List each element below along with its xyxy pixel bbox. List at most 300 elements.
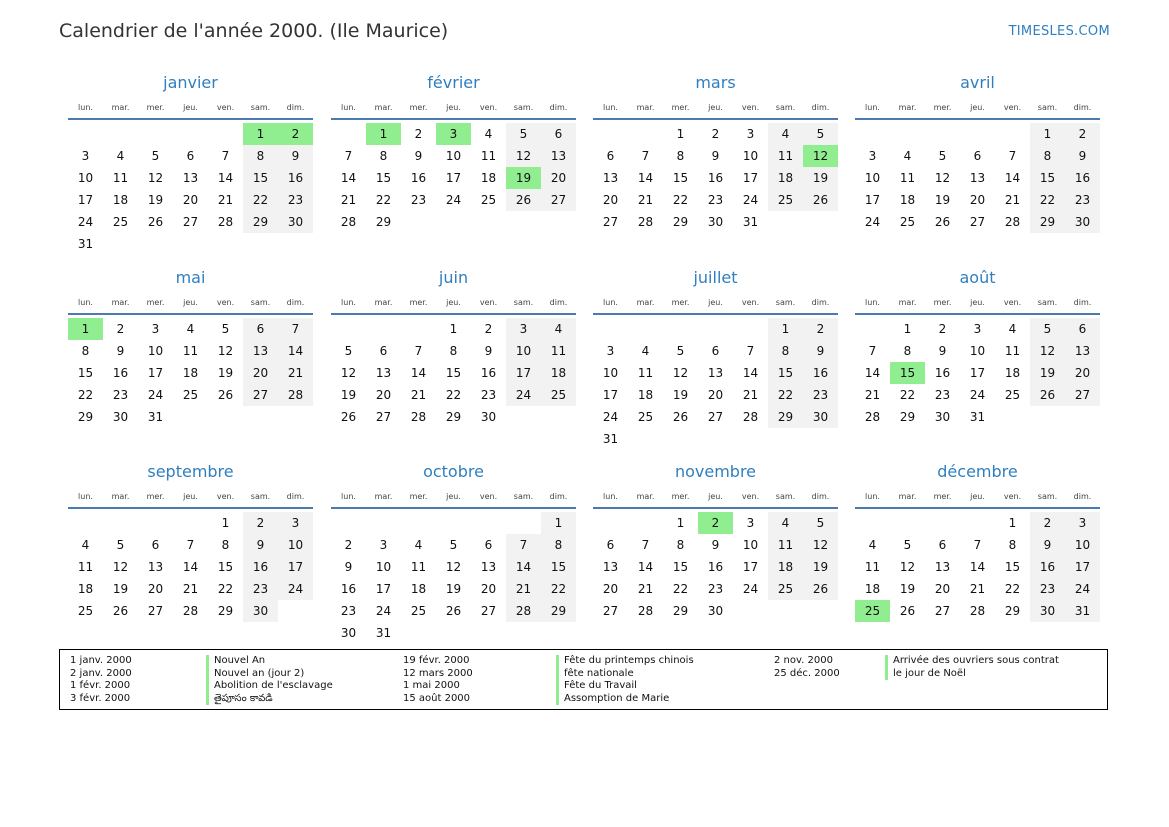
day-cell: 8 bbox=[81, 344, 90, 358]
day-cell: 21 bbox=[637, 193, 654, 207]
day-cell: 21 bbox=[182, 582, 199, 596]
day-cell: 10 bbox=[147, 344, 164, 358]
month-name: octobre bbox=[423, 462, 484, 481]
day-cell: 23 bbox=[707, 193, 724, 207]
day-cell: 27 bbox=[147, 604, 164, 618]
day-cell: 20 bbox=[182, 193, 199, 207]
month-name: mai bbox=[175, 268, 206, 287]
header-divider bbox=[331, 118, 576, 120]
day-cell: 2 bbox=[116, 322, 125, 336]
month-name: juin bbox=[438, 268, 469, 287]
day-cell: 16 bbox=[340, 582, 357, 596]
day-cell: 28 bbox=[742, 410, 759, 424]
day-cell: 13 bbox=[602, 560, 619, 574]
day-cell: 28 bbox=[340, 215, 357, 229]
day-cell: 7 bbox=[973, 538, 982, 552]
day-cell: 30 bbox=[1065, 211, 1100, 233]
day-cell: 11 bbox=[899, 171, 916, 185]
day-grid bbox=[593, 512, 838, 622]
weekday-label: mar. bbox=[636, 492, 655, 501]
day-cell: 27 bbox=[243, 384, 278, 406]
weekday-label: dim. bbox=[811, 492, 830, 501]
month-block bbox=[855, 267, 1100, 428]
legend-date: 25 déc. 2000 bbox=[774, 667, 840, 679]
weekday-label: ven. bbox=[216, 492, 235, 501]
day-cell: 21 bbox=[410, 388, 427, 402]
day-cell: 14 bbox=[410, 366, 427, 380]
day-cell: 29 bbox=[243, 211, 278, 233]
day-cell: 20 bbox=[969, 193, 986, 207]
day-cell: 26 bbox=[1030, 384, 1065, 406]
day-cell: 21 bbox=[864, 388, 881, 402]
weekday-label: lun. bbox=[865, 298, 880, 307]
weekday-label: mer. bbox=[146, 298, 165, 307]
day-cell: 2 bbox=[938, 322, 947, 336]
weekday-label: lun. bbox=[78, 298, 93, 307]
weekday-label: lun. bbox=[865, 103, 880, 112]
day-cell: 17 bbox=[864, 193, 881, 207]
month-name: juillet bbox=[693, 268, 738, 287]
day-grid bbox=[331, 123, 576, 233]
day-cell: 25 bbox=[410, 604, 427, 618]
day-cell: 13 bbox=[969, 171, 986, 185]
month-block bbox=[593, 72, 838, 233]
day-cell: 18 bbox=[182, 366, 199, 380]
day-cell: 5 bbox=[938, 149, 947, 163]
day-cell: 20 bbox=[707, 388, 724, 402]
day-cell: 27 bbox=[707, 410, 724, 424]
day-cell: 18 bbox=[541, 362, 576, 384]
day-cell: 4 bbox=[116, 149, 125, 163]
day-cell: 21 bbox=[340, 193, 357, 207]
day-cell: 19 bbox=[1030, 362, 1065, 384]
weekday-label: lun. bbox=[603, 492, 618, 501]
weekday-label: dim. bbox=[549, 103, 568, 112]
day-cell: 26 bbox=[340, 410, 357, 424]
day-cell: 4 bbox=[768, 512, 803, 534]
day-cell: 13 bbox=[147, 560, 164, 574]
day-cell: 18 bbox=[112, 193, 129, 207]
weekday-label: jeu. bbox=[970, 298, 985, 307]
day-cell: 3 bbox=[1065, 512, 1100, 534]
day-cell: 16 bbox=[707, 171, 724, 185]
day-cell: 9 bbox=[484, 344, 493, 358]
weekday-label: dim. bbox=[286, 298, 305, 307]
legend-dates-col-1 bbox=[70, 655, 132, 705]
weekday-label: lun. bbox=[603, 103, 618, 112]
day-cell: 30 bbox=[243, 600, 278, 622]
day-cell: 3 bbox=[746, 127, 755, 141]
day-cell: 15 bbox=[243, 167, 278, 189]
day-cell: 12 bbox=[112, 560, 129, 574]
weekday-label: mar. bbox=[636, 103, 655, 112]
day-cell: 13 bbox=[707, 366, 724, 380]
header-divider bbox=[593, 507, 838, 509]
day-cell: 29 bbox=[672, 215, 689, 229]
weekday-label: ven. bbox=[741, 103, 760, 112]
day-cell: 29 bbox=[77, 410, 94, 424]
day-cell: 31 bbox=[602, 432, 619, 446]
day-cell: 14 bbox=[278, 340, 313, 362]
day-cell: 21 bbox=[969, 582, 986, 596]
day-cell: 18 bbox=[637, 388, 654, 402]
legend-holiday-name: Arrivée des ouvriers sous contrat bbox=[885, 655, 1059, 668]
holiday-day-cell: 1 bbox=[366, 123, 401, 145]
weekday-label: dim. bbox=[811, 103, 830, 112]
day-cell: 15 bbox=[217, 560, 234, 574]
weekday-label: jeu. bbox=[183, 492, 198, 501]
day-cell: 11 bbox=[410, 560, 427, 574]
day-cell: 19 bbox=[934, 193, 951, 207]
legend-dates-col-2 bbox=[403, 655, 473, 705]
day-cell: 26 bbox=[672, 410, 689, 424]
day-cell: 2 bbox=[803, 318, 838, 340]
day-cell: 7 bbox=[221, 149, 230, 163]
day-cell: 28 bbox=[637, 604, 654, 618]
day-cell: 30 bbox=[934, 410, 951, 424]
weekday-label: lun. bbox=[865, 492, 880, 501]
day-cell: 3 bbox=[606, 344, 615, 358]
weekday-label: jeu. bbox=[183, 103, 198, 112]
weekday-label: mer. bbox=[409, 492, 428, 501]
month-name: janvier bbox=[163, 73, 218, 92]
day-cell: 3 bbox=[506, 318, 541, 340]
day-cell: 27 bbox=[541, 189, 576, 211]
weekday-label: mer. bbox=[146, 103, 165, 112]
day-cell: 3 bbox=[151, 322, 160, 336]
day-cell: 22 bbox=[899, 388, 916, 402]
day-cell: 21 bbox=[506, 578, 541, 600]
weekday-label: mer. bbox=[409, 298, 428, 307]
day-cell: 30 bbox=[112, 410, 129, 424]
month-name: août bbox=[959, 268, 996, 287]
day-cell: 1 bbox=[541, 512, 576, 534]
weekday-label: mar. bbox=[898, 298, 917, 307]
month-block bbox=[68, 72, 313, 255]
day-grid bbox=[68, 512, 313, 622]
legend-holiday-name: Abolition de l'esclavage bbox=[206, 680, 333, 693]
day-cell: 30 bbox=[278, 211, 313, 233]
weekday-label: mar. bbox=[111, 103, 130, 112]
day-cell: 13 bbox=[541, 145, 576, 167]
legend-date: 1 mai 2000 bbox=[403, 680, 460, 692]
day-cell: 17 bbox=[742, 560, 759, 574]
day-cell: 24 bbox=[445, 193, 462, 207]
site-logo-link[interactable]: TIMESLES.COM bbox=[1008, 24, 1110, 39]
day-cell: 22 bbox=[672, 193, 689, 207]
day-cell: 20 bbox=[243, 362, 278, 384]
day-cell: 4 bbox=[541, 318, 576, 340]
day-cell: 9 bbox=[116, 344, 125, 358]
day-cell: 8 bbox=[676, 538, 685, 552]
day-cell: 4 bbox=[186, 322, 195, 336]
day-cell: 14 bbox=[742, 366, 759, 380]
day-cell: 23 bbox=[934, 388, 951, 402]
day-cell: 15 bbox=[445, 366, 462, 380]
day-cell: 1 bbox=[676, 516, 685, 530]
day-cell: 12 bbox=[445, 560, 462, 574]
day-cell: 26 bbox=[803, 578, 838, 600]
day-cell: 25 bbox=[768, 189, 803, 211]
day-cell: 28 bbox=[278, 384, 313, 406]
day-cell: 20 bbox=[1065, 362, 1100, 384]
day-cell: 13 bbox=[375, 366, 392, 380]
day-cell: 19 bbox=[899, 582, 916, 596]
day-cell: 17 bbox=[1065, 556, 1100, 578]
day-cell: 26 bbox=[445, 604, 462, 618]
day-cell: 7 bbox=[344, 149, 353, 163]
day-cell: 28 bbox=[1004, 215, 1021, 229]
day-cell: 18 bbox=[864, 582, 881, 596]
day-cell: 23 bbox=[1065, 189, 1100, 211]
weekday-header bbox=[68, 102, 313, 114]
day-cell: 31 bbox=[147, 410, 164, 424]
day-cell: 12 bbox=[217, 344, 234, 358]
day-cell: 10 bbox=[742, 149, 759, 163]
day-grid bbox=[331, 512, 576, 644]
day-cell: 15 bbox=[672, 171, 689, 185]
day-cell: 14 bbox=[1004, 171, 1021, 185]
legend-dates-col-3 bbox=[774, 655, 840, 680]
day-cell: 29 bbox=[541, 600, 576, 622]
weekday-label: ven. bbox=[1003, 103, 1022, 112]
day-cell: 18 bbox=[768, 167, 803, 189]
day-cell: 24 bbox=[506, 384, 541, 406]
day-cell: 12 bbox=[1030, 340, 1065, 362]
weekday-label: mar. bbox=[636, 298, 655, 307]
day-cell: 25 bbox=[899, 215, 916, 229]
weekday-label: mar. bbox=[111, 492, 130, 501]
day-cell: 11 bbox=[1004, 344, 1021, 358]
day-cell: 16 bbox=[707, 560, 724, 574]
day-cell: 6 bbox=[243, 318, 278, 340]
day-cell: 20 bbox=[602, 582, 619, 596]
day-cell: 13 bbox=[602, 171, 619, 185]
day-cell: 12 bbox=[803, 534, 838, 556]
day-cell: 13 bbox=[182, 171, 199, 185]
day-cell: 16 bbox=[803, 362, 838, 384]
day-cell: 27 bbox=[480, 604, 497, 618]
weekday-header bbox=[593, 297, 838, 309]
day-cell: 23 bbox=[803, 384, 838, 406]
weekday-header bbox=[331, 102, 576, 114]
weekday-label: ven. bbox=[479, 103, 498, 112]
weekday-label: mar. bbox=[374, 492, 393, 501]
header-divider bbox=[68, 507, 313, 509]
day-cell: 28 bbox=[506, 600, 541, 622]
day-cell: 27 bbox=[969, 215, 986, 229]
weekday-label: mer. bbox=[146, 492, 165, 501]
month-name: mars bbox=[695, 73, 736, 92]
day-cell: 7 bbox=[641, 538, 650, 552]
legend-holiday-name: le jour de Noël bbox=[885, 668, 1059, 681]
weekday-label: dim. bbox=[549, 298, 568, 307]
day-cell: 7 bbox=[186, 538, 195, 552]
day-cell: 30 bbox=[803, 406, 838, 428]
day-cell: 9 bbox=[1065, 145, 1100, 167]
day-cell: 27 bbox=[602, 604, 619, 618]
day-cell: 3 bbox=[278, 512, 313, 534]
day-cell: 20 bbox=[480, 582, 497, 596]
day-cell: 16 bbox=[1065, 167, 1100, 189]
day-cell: 18 bbox=[77, 582, 94, 596]
legend-date: 2 janv. 2000 bbox=[70, 667, 132, 679]
legend-holiday-name: Nouvel an (jour 2) bbox=[206, 668, 333, 681]
day-cell: 5 bbox=[803, 123, 838, 145]
day-grid bbox=[855, 512, 1100, 622]
legend-date: 19 févr. 2000 bbox=[403, 655, 470, 666]
day-cell: 27 bbox=[1065, 384, 1100, 406]
day-cell: 3 bbox=[379, 538, 388, 552]
day-cell: 9 bbox=[938, 344, 947, 358]
legend-date: 3 févr. 2000 bbox=[70, 692, 131, 704]
day-cell: 19 bbox=[803, 167, 838, 189]
day-cell: 11 bbox=[480, 149, 497, 163]
day-cell: 10 bbox=[506, 340, 541, 362]
day-cell: 18 bbox=[1004, 366, 1021, 380]
weekday-label: jeu. bbox=[970, 103, 985, 112]
day-cell: 28 bbox=[182, 604, 199, 618]
day-cell: 22 bbox=[672, 582, 689, 596]
day-cell: 13 bbox=[480, 560, 497, 574]
weekday-label: mer. bbox=[933, 492, 952, 501]
weekday-label: jeu. bbox=[708, 298, 723, 307]
day-grid bbox=[68, 123, 313, 255]
weekday-header bbox=[855, 102, 1100, 114]
day-cell: 3 bbox=[868, 149, 877, 163]
day-cell: 26 bbox=[506, 189, 541, 211]
day-cell: 22 bbox=[768, 384, 803, 406]
day-cell: 13 bbox=[243, 340, 278, 362]
day-cell: 24 bbox=[278, 578, 313, 600]
day-cell: 3 bbox=[746, 516, 755, 530]
weekday-label: sam. bbox=[250, 103, 271, 112]
header-divider bbox=[331, 507, 576, 509]
day-cell: 1 bbox=[221, 516, 230, 530]
day-cell: 5 bbox=[344, 344, 353, 358]
holiday-day-cell: 25 bbox=[855, 600, 890, 622]
day-grid bbox=[331, 318, 576, 428]
month-name: décembre bbox=[937, 462, 1018, 481]
day-cell: 4 bbox=[903, 149, 912, 163]
day-cell: 20 bbox=[147, 582, 164, 596]
day-cell: 25 bbox=[1004, 388, 1021, 402]
day-cell: 11 bbox=[864, 560, 881, 574]
header-divider bbox=[331, 313, 576, 315]
weekday-label: mar. bbox=[374, 298, 393, 307]
day-cell: 31 bbox=[1065, 600, 1100, 622]
header-divider bbox=[855, 118, 1100, 120]
day-cell: 17 bbox=[147, 366, 164, 380]
day-cell: 19 bbox=[147, 193, 164, 207]
weekday-label: sam. bbox=[513, 103, 534, 112]
day-cell: 25 bbox=[637, 410, 654, 424]
weekday-label: mar. bbox=[898, 492, 917, 501]
day-cell: 14 bbox=[969, 560, 986, 574]
weekday-label: mar. bbox=[374, 103, 393, 112]
day-cell: 4 bbox=[81, 538, 90, 552]
day-cell: 15 bbox=[77, 366, 94, 380]
day-cell: 7 bbox=[506, 534, 541, 556]
day-cell: 1 bbox=[1008, 516, 1017, 530]
holiday-day-cell: 3 bbox=[436, 123, 471, 145]
day-cell: 11 bbox=[182, 344, 199, 358]
weekday-label: mer. bbox=[409, 103, 428, 112]
day-cell: 25 bbox=[182, 388, 199, 402]
day-cell: 14 bbox=[637, 171, 654, 185]
day-cell: 6 bbox=[606, 538, 615, 552]
day-cell: 14 bbox=[182, 560, 199, 574]
day-cell: 11 bbox=[637, 366, 654, 380]
day-cell: 13 bbox=[1065, 340, 1100, 362]
day-cell: 8 bbox=[676, 149, 685, 163]
day-cell: 1 bbox=[676, 127, 685, 141]
weekday-label: mer. bbox=[671, 492, 690, 501]
day-cell: 8 bbox=[449, 344, 458, 358]
month-block bbox=[855, 461, 1100, 622]
day-cell: 22 bbox=[77, 388, 94, 402]
day-cell: 24 bbox=[77, 215, 94, 229]
day-cell: 17 bbox=[77, 193, 94, 207]
day-cell: 15 bbox=[541, 556, 576, 578]
day-cell: 29 bbox=[217, 604, 234, 618]
weekday-label: mer. bbox=[671, 298, 690, 307]
day-cell: 7 bbox=[278, 318, 313, 340]
weekday-label: dim. bbox=[1073, 492, 1092, 501]
day-cell: 17 bbox=[969, 366, 986, 380]
day-cell: 10 bbox=[602, 366, 619, 380]
header-divider bbox=[855, 313, 1100, 315]
day-cell: 28 bbox=[969, 604, 986, 618]
day-cell: 4 bbox=[484, 127, 493, 141]
day-cell: 31 bbox=[969, 410, 986, 424]
day-cell: 24 bbox=[147, 388, 164, 402]
day-cell: 31 bbox=[375, 626, 392, 640]
day-cell: 15 bbox=[1004, 560, 1021, 574]
day-cell: 30 bbox=[340, 626, 357, 640]
day-cell: 6 bbox=[379, 344, 388, 358]
month-block bbox=[68, 267, 313, 428]
day-cell: 17 bbox=[602, 388, 619, 402]
day-cell: 5 bbox=[1030, 318, 1065, 340]
day-cell: 2 bbox=[484, 322, 493, 336]
day-cell: 28 bbox=[217, 215, 234, 229]
day-cell: 18 bbox=[410, 582, 427, 596]
weekday-header bbox=[855, 297, 1100, 309]
day-cell: 22 bbox=[375, 193, 392, 207]
day-cell: 15 bbox=[768, 362, 803, 384]
weekday-label: jeu. bbox=[446, 103, 461, 112]
weekday-label: sam. bbox=[1037, 298, 1058, 307]
day-cell: 17 bbox=[506, 362, 541, 384]
day-cell: 12 bbox=[899, 560, 916, 574]
day-cell: 11 bbox=[768, 145, 803, 167]
day-cell: 23 bbox=[1030, 578, 1065, 600]
day-cell: 23 bbox=[340, 604, 357, 618]
day-cell: 17 bbox=[742, 171, 759, 185]
weekday-label: mer. bbox=[933, 298, 952, 307]
day-cell: 26 bbox=[112, 604, 129, 618]
weekday-label: sam. bbox=[775, 103, 796, 112]
day-cell: 16 bbox=[112, 366, 129, 380]
day-cell: 15 bbox=[1030, 167, 1065, 189]
legend-date: 1 janv. 2000 bbox=[70, 655, 132, 666]
month-block bbox=[331, 267, 576, 428]
day-cell: 24 bbox=[375, 604, 392, 618]
day-cell: 16 bbox=[480, 366, 497, 380]
day-grid bbox=[855, 123, 1100, 233]
day-cell: 7 bbox=[868, 344, 877, 358]
